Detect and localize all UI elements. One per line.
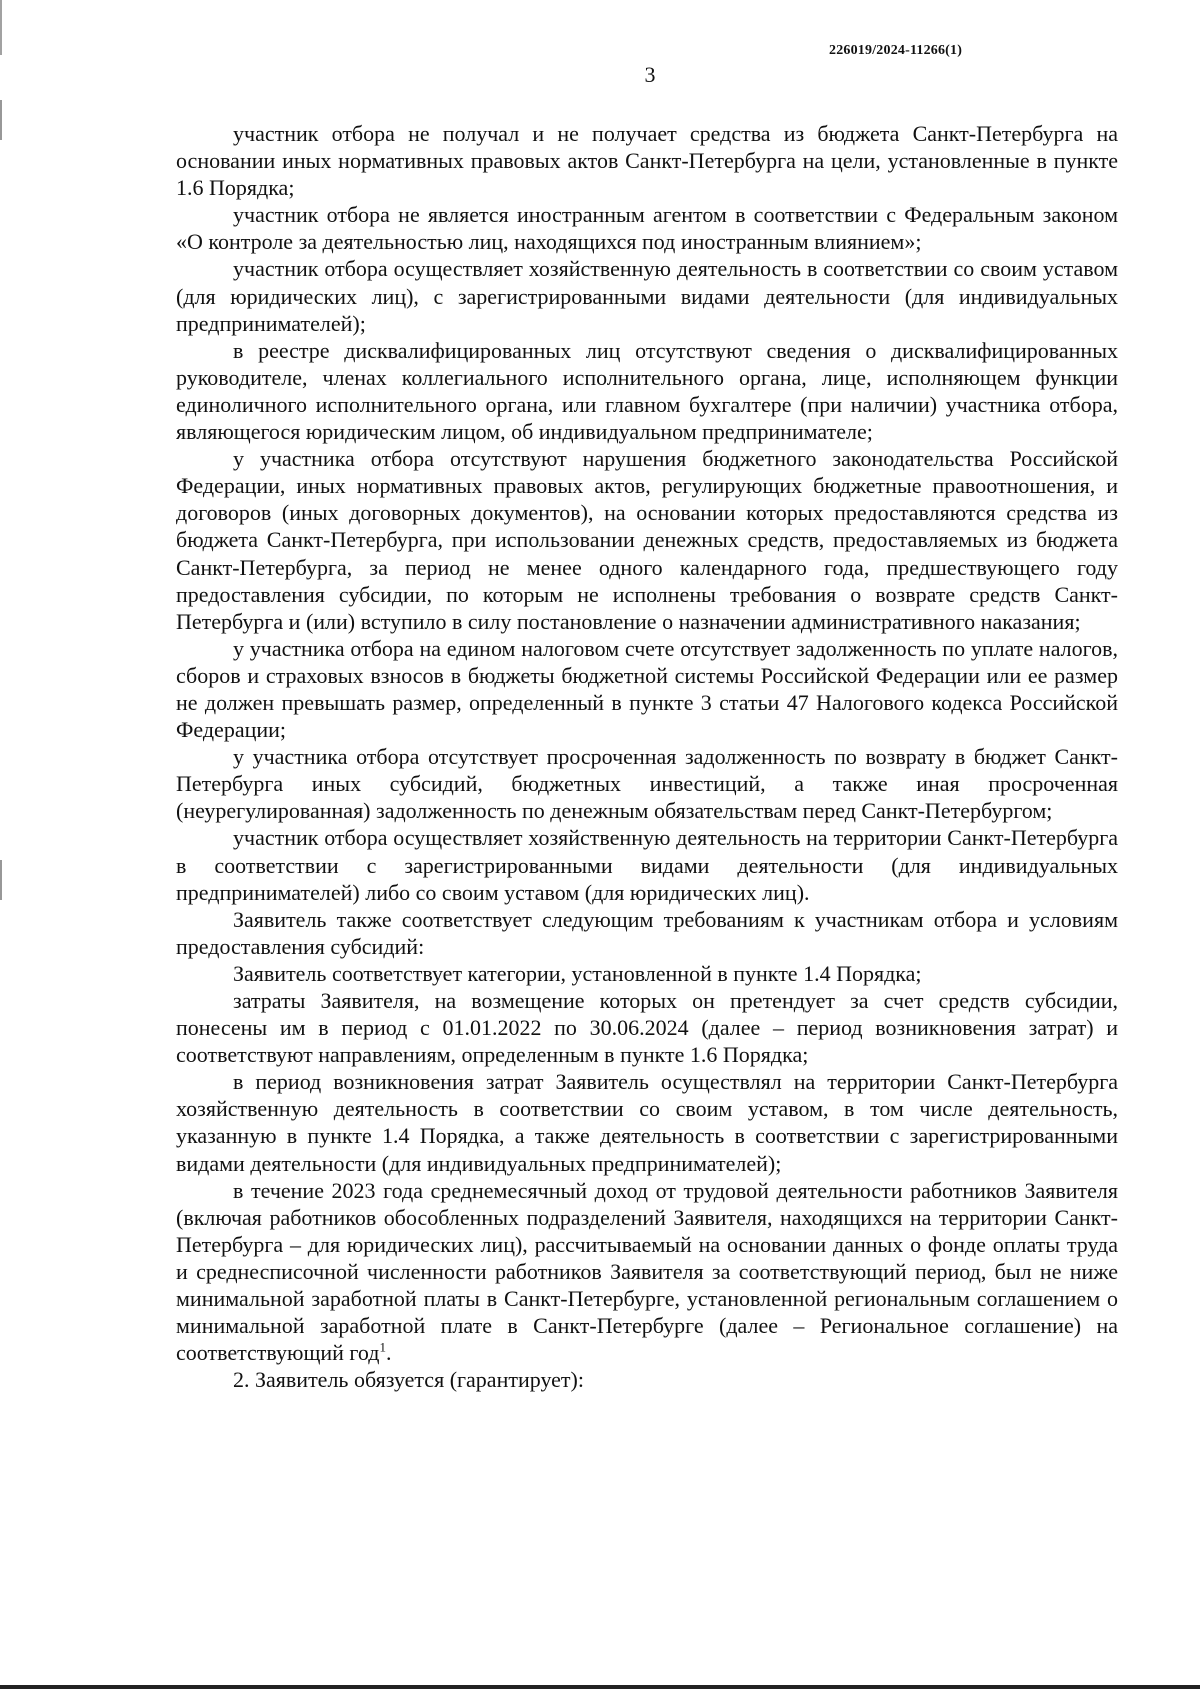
paragraph: участник отбора осуществляет хозяйственную деятельность в соответствии со своим уставом (для юридических лиц), с зарегистрированными видами деятельности (для индивидуальных предпринимателей);	[176, 256, 1118, 336]
paragraph-end: .	[385, 1340, 392, 1366]
scan-left-edge	[0, 0, 2, 1689]
document-body	[176, 120, 1118, 1393]
numbered-item: 2. Заявитель обязуется (гарантирует):	[233, 1367, 584, 1393]
paragraph-text: в течение 2023 года среднемесячный доход от трудовой деятельности работников Заявителя (включая работников обособленных подразделений Заявителя, находящихся на территории Санкт-Петербурга – для юридических лиц), рассчитываемый на основании данных о фонде оплаты труда и среднесписочной численности работников Заявителя за соответствующий период, был не ниже минимальной заработной платы в Санкт-Петербурге, установленной региональным соглашением о минимальной заработной плате в Санкт-Петербурге (далее – Региональное соглашение) на соответствующий год	[176, 1177, 1118, 1366]
page-number	[0, 62, 1200, 88]
paragraph: у участника отбора отсутствует просроченная задолженность по возврату в бюджет Санкт-Петербурга иных субсидий, бюджетных инвестиций, а также иная просроченная (неурегулированная) задолженность по денежным обязательствам перед Санкт-Петербургом;	[176, 744, 1118, 824]
paragraph-with-footnote	[176, 1177, 1118, 1367]
paragraph: Заявитель также соответствует следующим требованиям к участникам отбора и условиям предоставления субсидий:	[176, 906, 1118, 959]
paragraph: участник отбора осуществляет хозяйственную деятельность на территории Санкт-Петербурга в соответствии с зарегистрированными видами деятельности (для индивидуальных предпринимателей) либо со своим уставом (для юридических лиц).	[176, 825, 1118, 905]
scan-bottom-edge	[0, 1685, 1200, 1689]
footnote-reference: 1	[379, 1339, 386, 1355]
paragraph: участник отбора не получал и не получает средства из бюджета Санкт-Петербурга на основании иных нормативных правовых актов Санкт-Петербурга на цели, установленные в пункте 1.6 Порядка;	[176, 121, 1118, 201]
paragraph: в реестре дисквалифицированных лиц отсутствуют сведения о дисквалифицированных руководителе, членах коллегиального исполнительного органа, лице, исполняющем функции единоличного исполнительного органа, или главном бухгалтере (при наличии) участника отбора, являющегося юридическим лицом, об индивидуальном предпринимателе;	[176, 337, 1118, 445]
page-number-text: 3	[644, 62, 656, 87]
paragraph: участник отбора не является иностранным агентом в соответствии с Федеральным законом «О контроле за деятельностью лиц, находящихся под иностранным влиянием»;	[176, 202, 1118, 255]
paragraph: затраты Заявителя, на возмещение которых он претендует за счет средств субсидии, понесены им в период с 01.01.2022 по 30.06.2024 (далее – период возникновения затрат) и соответствуют направлениям, определенным в пункте 1.6 Порядка;	[176, 988, 1118, 1068]
paragraph: у участника отбора на едином налоговом счете отсутствует задолженность по уплате налогов, сборов и страховых взносов в бюджеты бюджетной системы Российской Федерации или ее размер не должен превышать размер, определенный в пункте 3 статьи 47 Налогового кодекса Российской Федерации;	[176, 635, 1118, 743]
paragraph: у участника отбора отсутствуют нарушения бюджетного законодательства Российской Федерации, иных нормативных правовых актов, регулирующих бюджетные правоотношения, и договоров (иных договорных документов), на основании которых предоставляются средства из бюджета Санкт-Петербурга, при использовании денежных средств, предоставляемых из бюджета Санкт-Петербурга, за период не менее одного календарного года, предшествующего году предоставления субсидии, по которым не исполнены требования о возврате средств Санкт-Петербурга и (или) вступило в силу постановление о назначении административного наказания;	[176, 446, 1118, 634]
document-registration-number: 226019/2024-11266(1)	[829, 43, 963, 58]
paragraph: Заявитель соответствует категории, установленной в пункте 1.4 Порядка;	[233, 960, 922, 986]
paragraph: в период возникновения затрат Заявитель осуществлял на территории Санкт-Петербурга хозяйственную деятельность в соответствии со своим уставом, в том числе деятельность, указанную в пункте 1.4 Порядка, а также деятельность в соответствии с зарегистрированными видами деятельности (для индивидуальных предпринимателей);	[176, 1069, 1118, 1176]
